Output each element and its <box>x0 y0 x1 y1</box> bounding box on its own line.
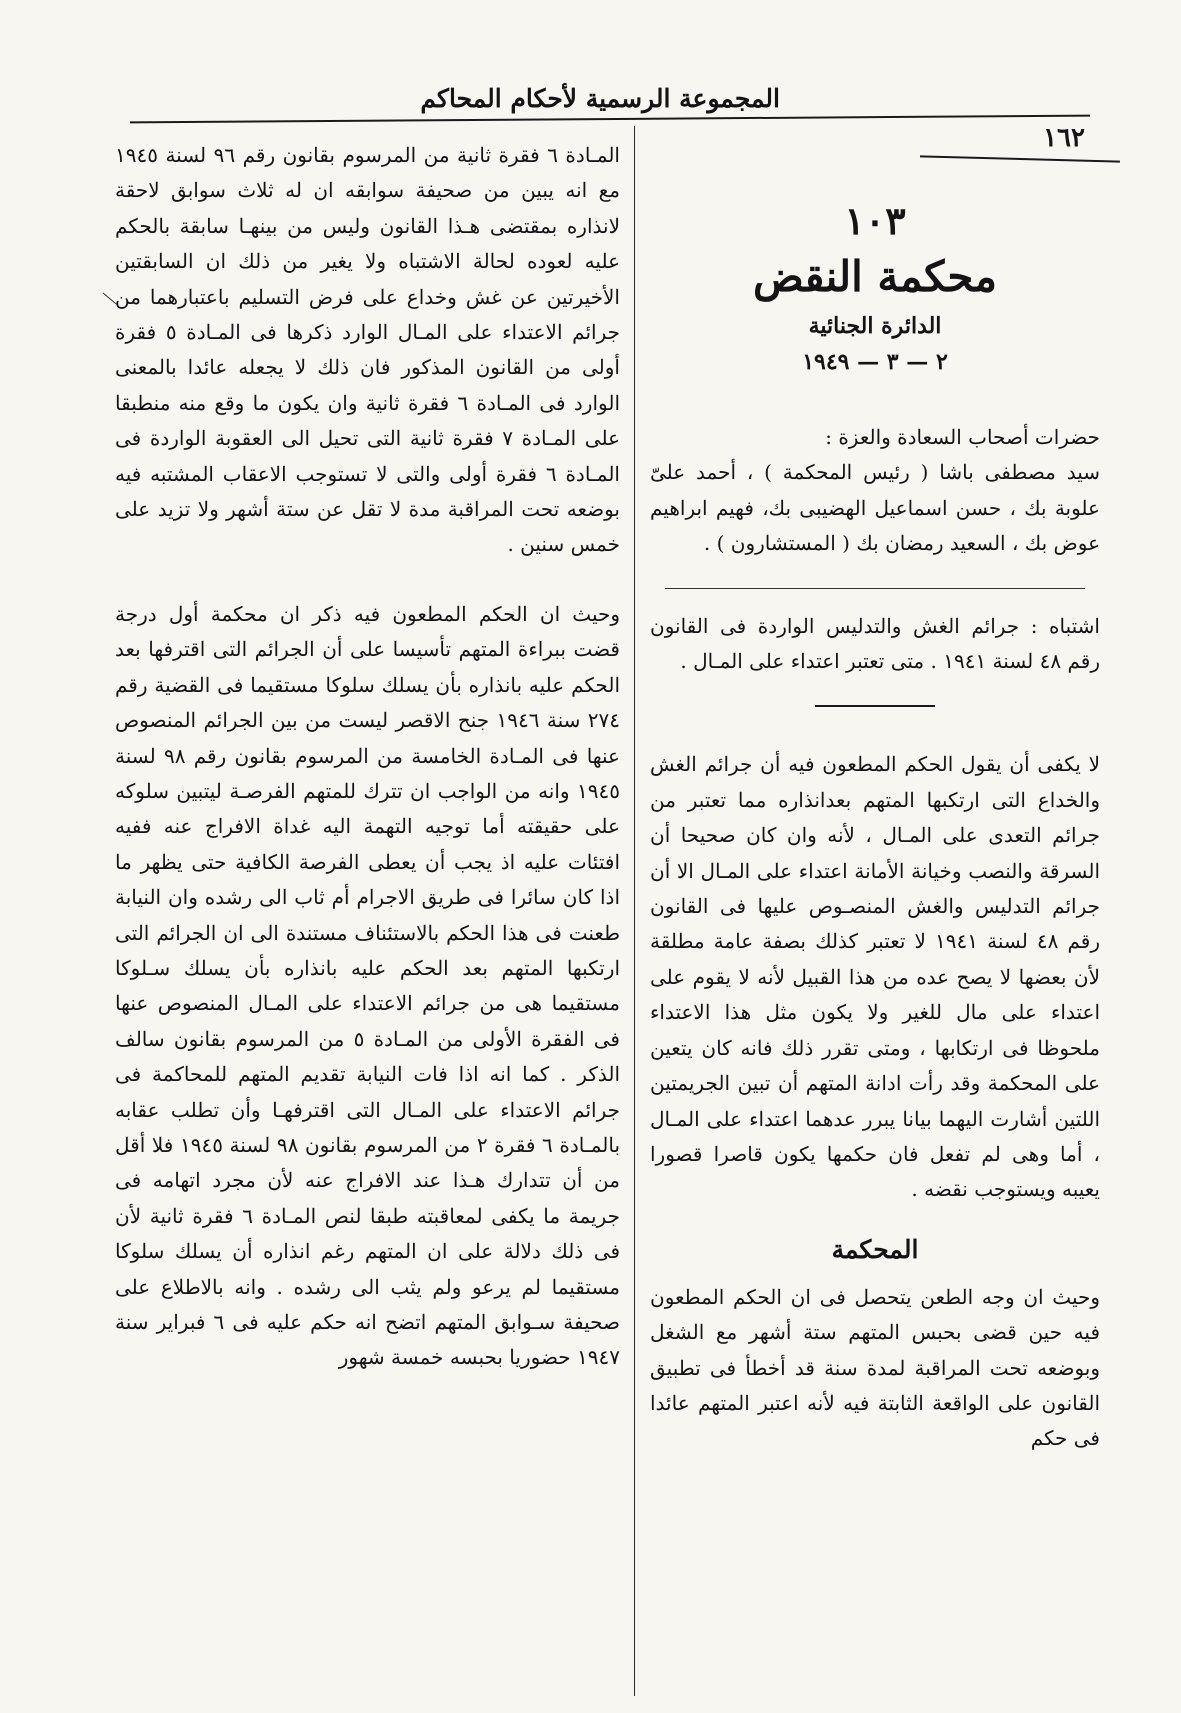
column-divider <box>634 126 635 1696</box>
judges-list: سيد مصطفى باشا ( رئيس المحكمة ) ، أحمد علىّ علوبة بك ، حسن اسماعيل الهضيبى بك، فهيم ابراهيم عوض بك ، السعيد رمضان بك ( المستشارون ) . <box>650 460 1100 556</box>
header-rule <box>130 115 1090 124</box>
case-number: ١٠٣ <box>844 198 906 243</box>
legal-principle: لا يكفى أن يقول الحكم المطعون فيه أن جرائم الغش والخداع التى ارتكبها المتهم بعدانذاره مما تعتبر من جرائم التعدى على المـال ، لأنه وان كان صحيحا أن السرقة والنصب وخيانة الأمانة اعتداء على المـال الا أن جرائم التدليس والغش المنصـوص عليها فى القانون رقم ٤٨ لسنة ١٩٤١ لا تعتبر كذلك بصفة عامة مطلقة لأن بعضها لا يصح عده من هذا القبيل لأنه لا يقوم على اعتداء على مال للغير ولا يكون مثل هذا الاعتداء ملحوظا فى ارتكابها ، ومتى تقرر ذلك فانه كان يتعين على المحكمة وقد رأت ادانة المتهم أن تبين الجريمتين اللتين أشارت اليهما بيانا يبرر عدهما اعتداء على المـال ، أما وهى لم تفعل فان حكمها يكون قاصرا قصورا يعيبه ويستوجب نقضه . <box>650 752 1100 1202</box>
judges-intro: حضرات أصحاب السعادة والعزة : <box>825 425 1100 449</box>
topic-rule <box>815 705 935 707</box>
court-division: الدائرة الجنائية <box>808 313 942 339</box>
section-rule <box>665 588 1085 589</box>
left-column <box>115 138 620 1376</box>
margin-mark <box>91 292 117 318</box>
running-header-title: المجموعة الرسمية لأحكام المحاكم <box>420 84 780 113</box>
case-topic: اشتباه : جرائم الغش والتدليس الواردة فى القانون رقم ٤٨ لسنة ١٩٤١ . متى تعتبر اعتداء على المـال . <box>650 613 1100 674</box>
continuation-paragraph: المـادة ٦ فقرة ثانية من المرسوم بقانون رقم ٩٦ لسنة ١٩٤٥ مع انه يبين من صحيفة سوابقه ان له ثلاث سوابق لاحقة لانذاره بمقتضى هـذا القانون وليس من بينهـا سابقة بالحكم عليه لعوده لحالة الاشتباه ولا يغير من ذلك ان السابقتين الأخيرتين عن غش وخداع على فرض التسليم باعتبارهما من جرائم الاعتداء على المـال الوارد ذكرها فى المـادة ٥ فقرة أولى من القانون المذكور فان ذلك لا يجعله عائدا بالمعنى الوارد فى المـادة ٦ فقرة ثانية وان يكون ما وقع منه منطبقا على المـادة ٧ فقرة ثانية التى تحيل الى العقوبة الواردة فى المـادة ٦ فقرة أولى والتى لا تستوجب الاعقاب المشتبه فيه بوضعه تحت المراقبة مدة لا تقل عن ستة أشهر ولا تزيد على خمس سنين . <box>115 143 620 557</box>
reasoning-paragraph: وحيث ان الحكم المطعون فيه ذكر ان محكمة أول درجة قضت ببراءة المتهم تأسيسا على أن الجرائم التى اقترفها بعد الحكم عليه بانذاره بأن يسلك سلوكا مستقيما فى القضية رقم ٢٧٤ سنة ١٩٤٦ جنح الاقصر ليست من بين الجرائم المنصوص عنها فى المـادة الخامسة من المرسوم بقانون رقم ٩٨ لسنة ١٩٤٥ وانه من الواجب ان تترك للمتهم الفرصـة ليتبين سلوكه على حقيقته أما توجيه التهمة اليه غداة الافراج عنه ففيه افتئات عليه اذ يجب أن يعطى الفرصة الكافية حتى يظهر ما اذا كان سائرا فى طريق الاجرام أم ثاب الى رشده وان النيابة طعنت فى هذا الحكم بالاستئناف مستندة الى ان الجرائم التى ارتكبها المتهم بعد الحكم عليه بانذاره بأن يسلك سـلوكا مستقيما هى من جرائم الاعتداء على المـال المنصوص عنها فى الفقرة الأولى من المـادة ٥ من المرسوم بقانون سالف الذكر . كما انه اذا فات النيابة تقديم المتهم للمحاكمة فى جرائم الاعتداء على المـال التى اقترفهـا وأن تطلب عقابه بالمـادة ٦ فقرة ٢ من المرسوم بقانون ٩٨ لسنة ١٩٤٥ فلا أقل من أن تتدارك هـذا عند الافراج عنه لأن مجرد اتهامه فى جريمة ما يكفى لمعاقبته طبقا لنص المـادة ٦ فقرة ثانية لأن فى ذلك دلالة على ان المتهم رغم انذاره أن يسلك سلوكا مستقيما لم يرعو ولم يثب الى رشده . وانه بالاطلاع على صحيفة سـوابق المتهم اتضح انه حكم عليه فى ٦ فبراير سنة ١٩٤٧ حضوريا بحبسه خمسة شهور <box>115 601 621 1370</box>
court-reasoning-start: وحيث ان وجه الطعن يتحصل فى ان الحكم المطعون فيه حين قضى بحبس المتهم ستة أشهر مع الشغل وبوضعه تحت المراقبة لمدة سنة قد أخطأ فى تطبيق القانون على الواقعة الثابتة فيه لأنه اعتبر المتهم عائدا فى حكم <box>650 1284 1100 1451</box>
session-date: ٢ — ٣ — ١٩٤٩ <box>802 349 948 375</box>
judges-block <box>650 420 1100 562</box>
court-name: محكمة النقض <box>752 252 998 301</box>
section-heading-court: المحكمة <box>831 1234 919 1264</box>
right-column <box>650 138 1100 1457</box>
page-number: ١٦٢ <box>1043 123 1085 153</box>
